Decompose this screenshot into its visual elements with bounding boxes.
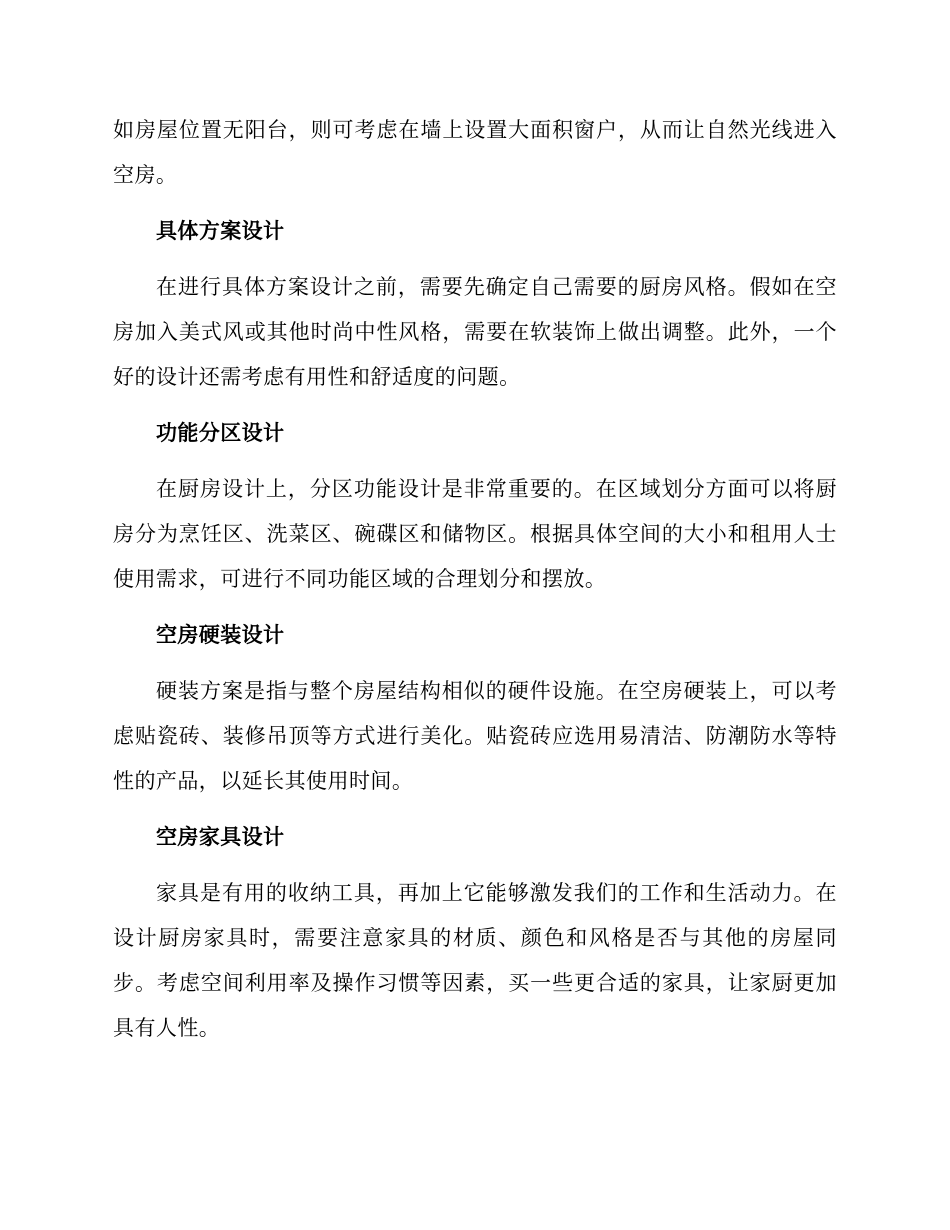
section-body-hard-decoration: 硬装方案是指与整个房屋结构相似的硬件设施。在空房硬装上，可以考虑贴瓷砖、装修吊顶等方式进行美化。贴瓷砖应选用易清洁、防潮防水等特性的产品，以延长其使用时间。 — [113, 679, 837, 793]
section-body-furniture-design: 家具是有用的收纳工具，再加上它能够激发我们的工作和生活动力。在设计厨房家具时，需要注意家具的材质、颜色和风格是否与其他的房屋同步。考虑空间利用率及操作习惯等因素，买一些更合适的家具，让家厨更加具有人性。 — [113, 881, 837, 1040]
section-heading-hard-decoration: 空房硬装设计 — [156, 623, 285, 647]
intro-paragraph: 如房屋位置无阳台，则可考虑在墙上设置大面积窗户，从而让自然光线进入空房。 — [113, 118, 837, 187]
section-heading-zoning-design: 功能分区设计 — [156, 421, 285, 445]
document-body — [113, 108, 837, 1051]
section-heading-furniture-design: 空房家具设计 — [156, 825, 285, 849]
section-body-zoning-design: 在厨房设计上，分区功能设计是非常重要的。在区域划分方面可以将厨房分为烹饪区、洗菜区、碗碟区和储物区。根据具体空间的大小和租用人士使用需求，可进行不同功能区域的合理划分和摆放。 — [113, 477, 837, 591]
section-heading-plan-design: 具体方案设计 — [156, 219, 285, 243]
section-body-plan-design: 在进行具体方案设计之前，需要先确定自己需要的厨房风格。假如在空房加入美式风或其他时尚中性风格，需要在软装饰上做出调整。此外，一个好的设计还需考虑有用性和舒适度的问题。 — [113, 275, 837, 389]
